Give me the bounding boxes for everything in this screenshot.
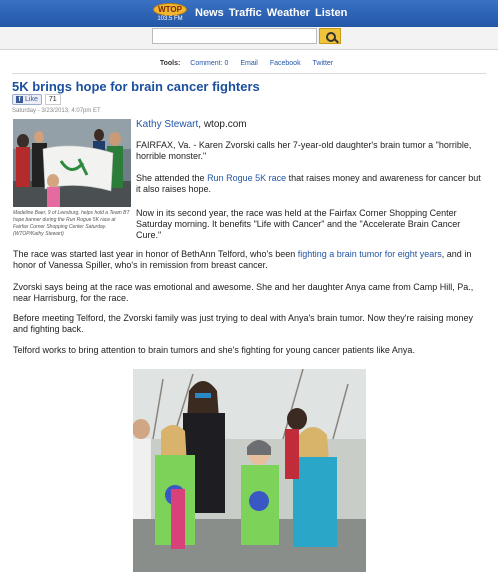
nav-weather[interactable]: Weather <box>266 7 310 19</box>
site-header <box>0 0 498 28</box>
tools-label: Tools: <box>159 60 181 67</box>
divider <box>12 73 486 74</box>
like-label: Like <box>25 96 38 103</box>
paragraph-4-text: The race was started last year in honor of BethAnn Telford, who's been <box>13 249 298 259</box>
article-title: 5K brings hope for brain cancer fighters <box>12 79 260 94</box>
nav-news[interactable]: News <box>195 7 224 19</box>
race-banner-photo <box>13 119 131 207</box>
paragraph-7: Telford works to bring attention to brain tumors and she's fighting for young cancer patients like Anya. <box>13 345 415 355</box>
author-link[interactable]: Kathy Stewart <box>136 119 199 130</box>
like-count: 71 <box>45 94 61 105</box>
fighting-tumor-link[interactable]: fighting a brain tumor for eight years <box>297 249 442 259</box>
photo-caption: Madeline Baer, 9 of Leesburg, helps hold a Team BT hope banner during the Run Rogue 5K race at Fairfax Corner Shopping Center Saturday. (WTOP/Kathy Stewart) <box>13 210 130 237</box>
email-link[interactable]: Email <box>240 60 258 67</box>
nav-listen[interactable]: Listen <box>314 7 348 19</box>
search-button[interactable] <box>319 28 341 44</box>
paragraph-2-text-end: that raises money and awareness for cancer but it also raises hope. <box>136 173 481 194</box>
nav-traffic[interactable]: Traffic <box>228 7 262 19</box>
article-dateline: Saturday - 3/23/2013, 4:07pm ET <box>12 108 101 114</box>
logo-frequency: 103.5 FM <box>157 16 183 22</box>
byline-source: , wtop.com <box>198 119 247 130</box>
paragraph-5: Zvorski says being at the race was emotional and awesome. She and her daughter Anya came from Camp Hill, Pa., near Harrisburg, for the race. <box>13 282 474 303</box>
search-icon-handle <box>334 39 339 44</box>
paragraph-2-text: She attended the <box>136 173 208 183</box>
facebook-link[interactable]: Facebook <box>269 60 301 67</box>
like-button[interactable] <box>12 94 42 105</box>
paragraph-6: Before meeting Telford, the Zvorski family was just trying to deal with Anya's brain tumor. Now they're raising money and fighting back. <box>13 313 473 334</box>
paragraph-4-text-end: , and in honor of Vanessa Spiller, who's in remission from breast cancer. <box>13 249 472 270</box>
main-nav <box>195 6 347 20</box>
logo-wordmark: WTOP <box>153 3 187 16</box>
comment-link[interactable]: Comment: 0 <box>190 60 229 67</box>
byline <box>136 119 486 131</box>
twitter-link[interactable]: Twitter <box>312 60 334 67</box>
wtop-logo[interactable] <box>153 3 187 23</box>
family-photo <box>133 369 366 572</box>
paragraph-2 <box>136 173 486 195</box>
search-input[interactable] <box>152 28 317 44</box>
facebook-like <box>12 94 61 105</box>
facebook-icon: f <box>16 96 23 103</box>
paragraph-4 <box>13 249 486 271</box>
paragraph-1: FAIRFAX, Va. - Karen Zvorski calls her 7-year-old daughter's brain tumor a "horrible, horrible monster." <box>136 140 472 161</box>
run-rogue-link[interactable]: Run Rogue 5K race <box>207 173 287 183</box>
family-photo-art <box>133 369 366 572</box>
article-tools <box>0 60 498 67</box>
race-banner-photo-art <box>13 119 131 207</box>
paragraph-3: Now in its second year, the race was held at the Fairfax Corner Shopping Center Saturday morning. It benefits "Life with Cancer" and the "Accelerate Brain Cancer Cure." <box>136 208 461 240</box>
